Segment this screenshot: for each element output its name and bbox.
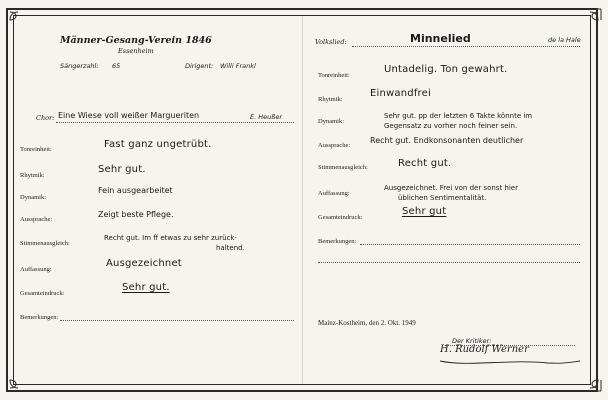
- left-value-gesamteindruck: Sehr gut.: [122, 282, 170, 293]
- chor-label: Chor:: [36, 114, 55, 122]
- right-value-stimmenausgleich: Recht gut.: [398, 158, 452, 169]
- right-label-aussprache: Aussprache:: [318, 142, 351, 149]
- volkslied-line: [352, 46, 580, 47]
- left-value-stimmenausgleich: Recht gut. Im ff etwas zu sehr zurück-: [104, 234, 237, 242]
- place-date: Mainz-Kostheim, den 2. Okt. 1949: [318, 319, 416, 327]
- signature: H. Rudolf Werner: [440, 344, 529, 355]
- left-value-stimmenausgleich-cont: haltend.: [216, 244, 245, 252]
- left-value-tonreinheit: Fast ganz ungetrübt.: [104, 139, 212, 150]
- conductor-label: Dirigent:: [185, 62, 214, 70]
- right-label-bemerkungen: Bemerkungen:: [318, 238, 357, 245]
- signature-flourish-icon: [438, 358, 582, 368]
- right-value-aussprache: Recht gut. Endkonsonanten deutlicher: [370, 136, 524, 145]
- left-label-tonreinheit: Tonreinheit:: [20, 146, 52, 153]
- right-label-tonreinheit: Tonreinheit:: [318, 72, 350, 79]
- volkslied-label: Volkslied:: [315, 38, 347, 46]
- right-value-dynamik: Sehr gut. pp der letzten 6 Takte könnte im: [384, 112, 533, 120]
- right-label-gesamteindruck: Gesamteindruck:: [318, 214, 363, 221]
- left-value-aussprache: Zeigt beste Pflege.: [98, 210, 174, 219]
- left-label-bemerkungen: Bemerkungen:: [20, 314, 59, 321]
- right-value-gesamteindruck: Sehr gut: [402, 206, 447, 217]
- club-name: Männer-Gesang-Verein 1846: [60, 35, 212, 46]
- club-place: Essenheim: [118, 47, 154, 55]
- left-label-auffassung: Auffassung:: [20, 266, 52, 273]
- left-remarks-line: [60, 320, 294, 321]
- right-value-tonreinheit: Untadelig. Ton gewahrt.: [384, 64, 508, 75]
- chor-value: Eine Wiese voll weißer Margueriten: [58, 111, 200, 120]
- right-value-dynamik-cont: Gegensatz zu vorher noch feiner sein.: [384, 122, 518, 130]
- left-label-dynamik: Dynamik:: [20, 194, 46, 201]
- left-label-rhytmik: Rhytmik:: [20, 172, 45, 179]
- right-label-rhytmik: Rhytmik:: [318, 96, 343, 103]
- left-value-rhytmik: Sehr gut.: [98, 164, 146, 175]
- critic-label: Der Kritiker:: [452, 337, 492, 345]
- corner-ornament-icon: [576, 366, 604, 394]
- chor-line: [56, 122, 294, 123]
- right-value-auffassung: Ausgezeichnet. Frei von der sonst hier: [384, 184, 518, 192]
- volkslied-value: Minnelied: [410, 32, 471, 45]
- corner-ornament-icon: [576, 6, 604, 34]
- left-label-aussprache: Aussprache:: [20, 216, 53, 223]
- singers-value: 65: [112, 62, 121, 70]
- right-value-rhytmik: Einwandfrei: [370, 88, 431, 99]
- left-value-dynamik: Fein ausgearbeitet: [98, 186, 173, 195]
- right-label-dynamik: Dynamik:: [318, 118, 344, 125]
- right-remarks-line: [360, 244, 580, 245]
- right-remarks-line-2: [318, 262, 580, 263]
- conductor-value: Willi Frankl: [220, 62, 256, 70]
- left-label-stimmenausgleich: Stimmenausgleich:: [20, 240, 70, 247]
- volkslied-composer: de la Hale: [548, 36, 581, 44]
- left-label-gesamteindruck: Gesamteindruck:: [20, 290, 65, 297]
- chor-composer: E. Heußer: [250, 113, 283, 121]
- singers-label: Sängerzahl:: [60, 62, 99, 70]
- page-fold: [302, 16, 303, 384]
- corner-ornament-icon: [4, 366, 32, 394]
- left-value-auffassung: Ausgezeichnet: [106, 258, 182, 269]
- right-label-stimmenausgleich: Stimmenausgleich:: [318, 164, 368, 171]
- right-label-auffassung: Auffassung:: [318, 190, 350, 197]
- right-value-auffassung-cont: üblichen Sentimentalität.: [398, 194, 487, 202]
- corner-ornament-icon: [4, 6, 32, 34]
